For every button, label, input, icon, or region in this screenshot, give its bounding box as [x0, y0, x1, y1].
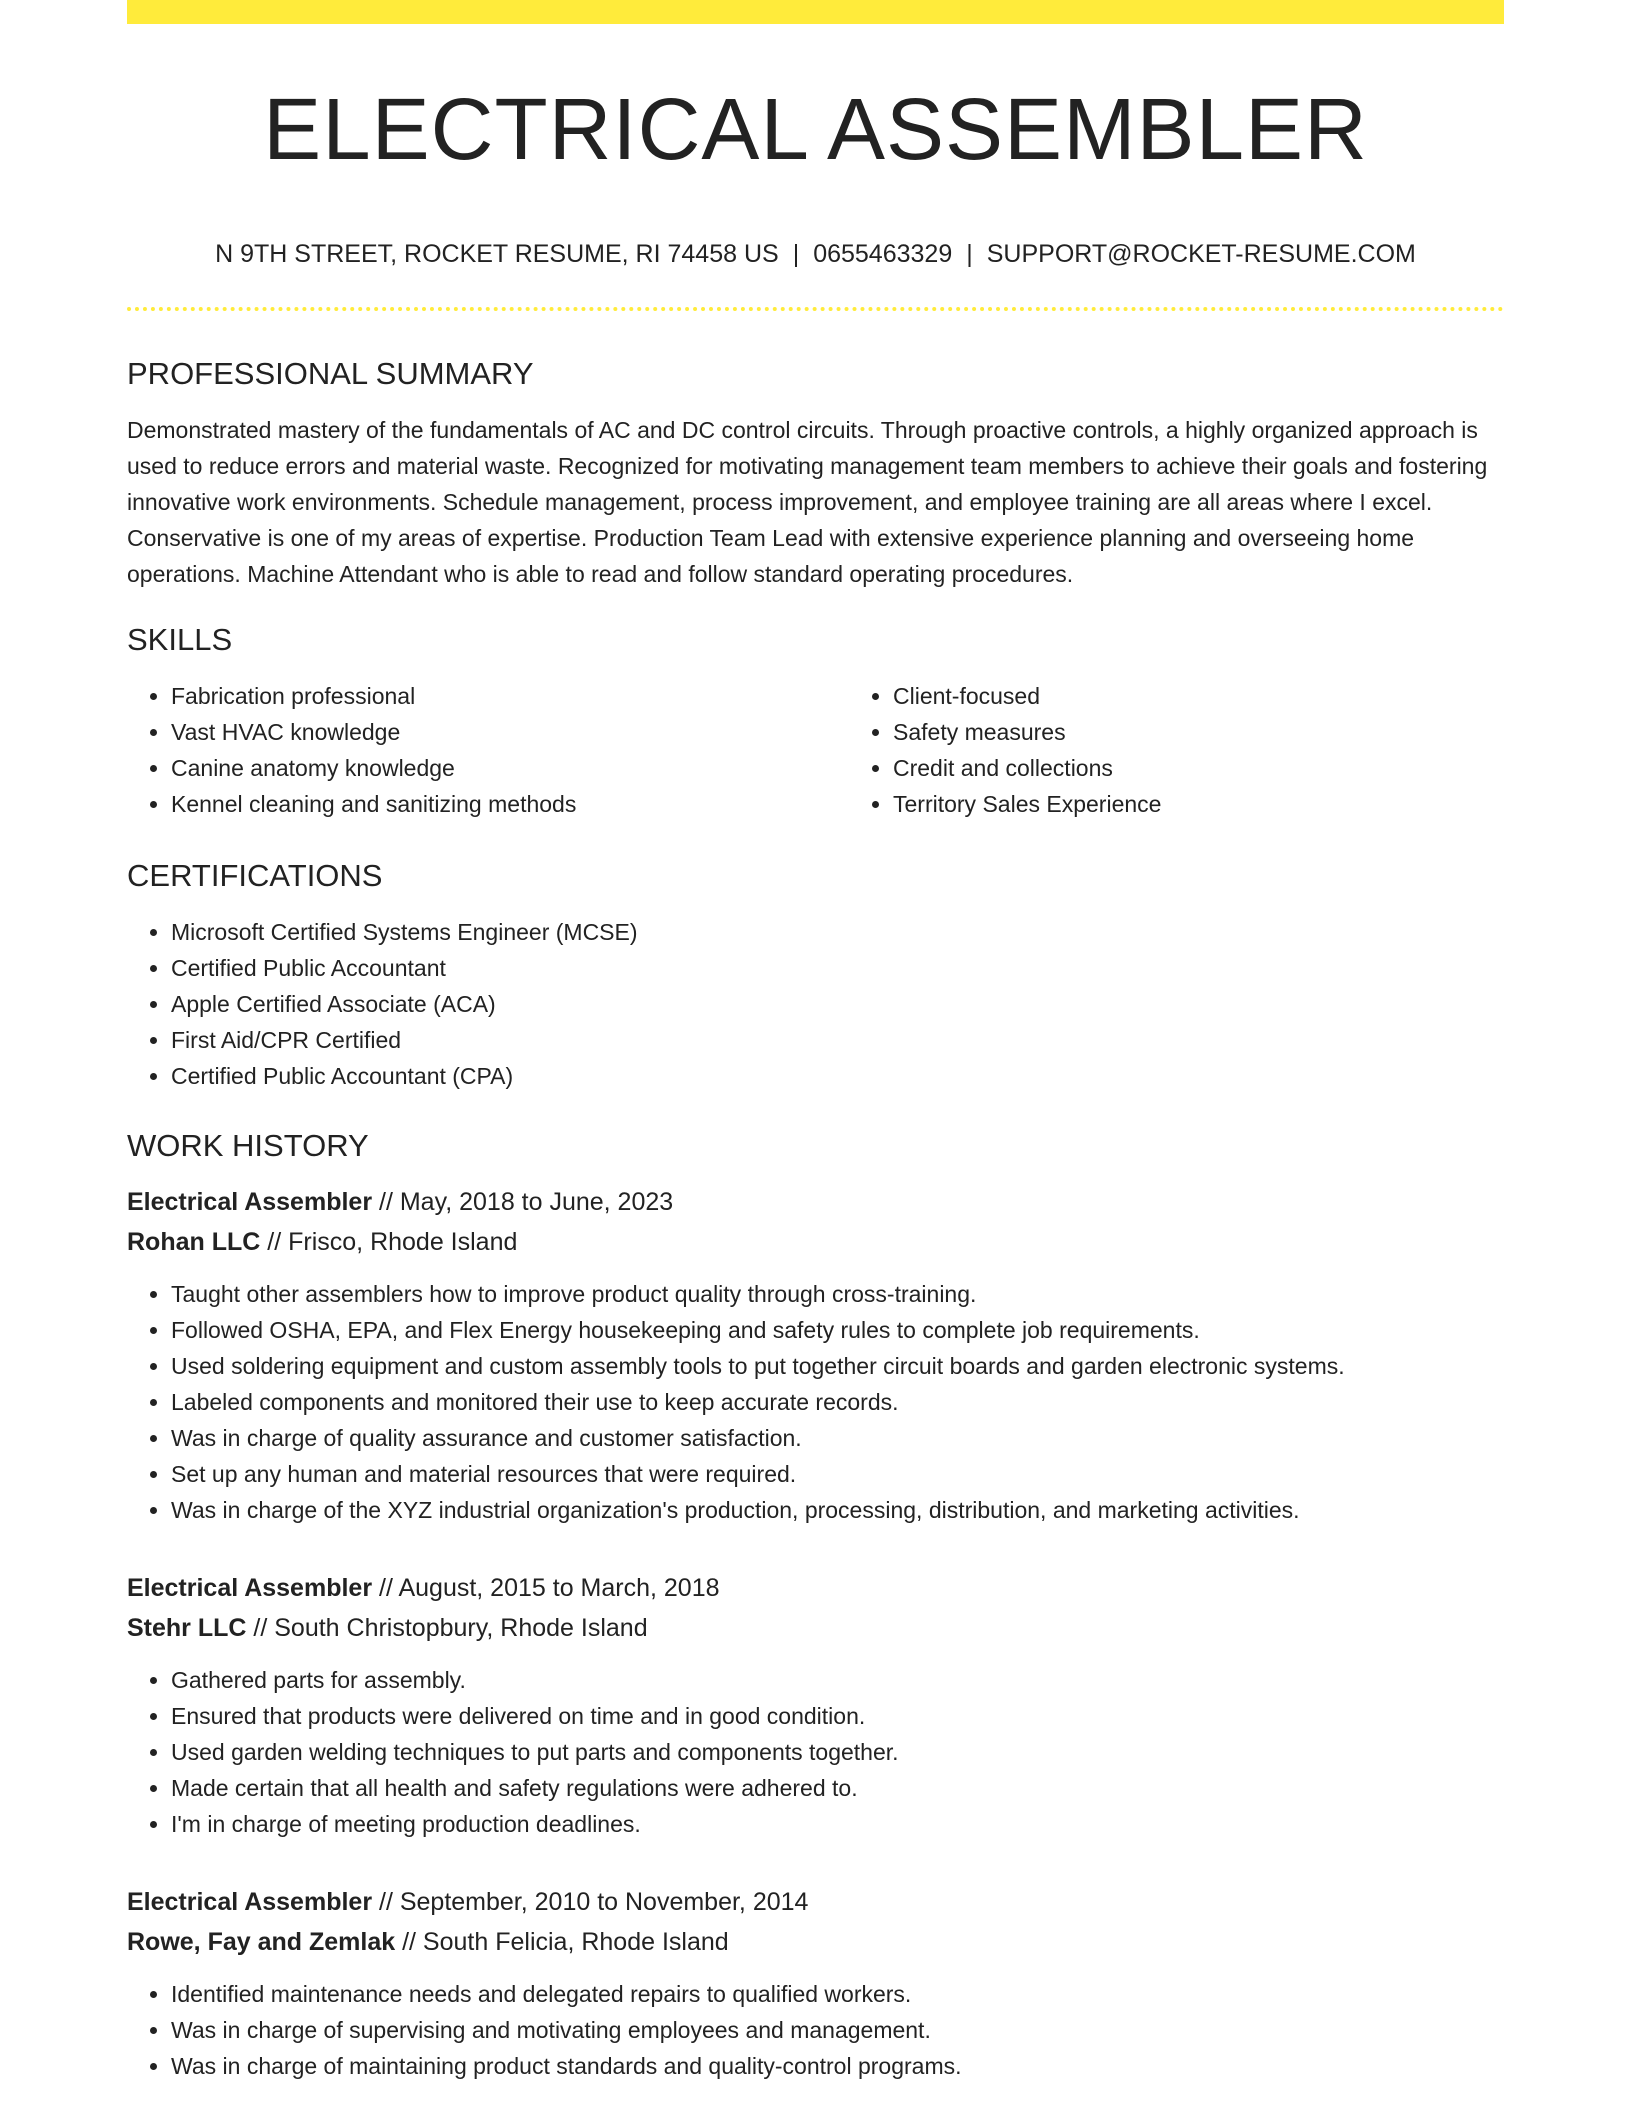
job-company-line [127, 1608, 1504, 1648]
contact-separator: | [966, 240, 973, 268]
certifications-section [127, 854, 1504, 1094]
skill-item: • Kennel cleaning and sanitizing methods [171, 786, 849, 822]
certification-item: • Certified Public Accountant (CPA) [171, 1058, 1504, 1094]
job-role: Electrical Assembler [127, 1188, 373, 1216]
job-title-line [127, 1568, 1504, 1608]
job-duty: • Was in charge of maintaining product standards and quality-control programs. [171, 2048, 1504, 2084]
job-entry [127, 1568, 1504, 1842]
skills-columns [127, 678, 1504, 822]
job-role: Electrical Assembler [127, 1574, 373, 1602]
dotted-divider [127, 307, 1504, 311]
job-duty: • Made certain that all health and safety regulations were adhered to. [171, 1770, 1504, 1806]
job-duty: • Was in charge of the XYZ industrial organization's production, processing, distribution, and marketing activities. [171, 1492, 1504, 1528]
job-duties-list [127, 1976, 1504, 2084]
work-history-section [127, 1124, 1504, 2084]
job-location: // South Christopbury, Rhode Island [253, 1614, 648, 1642]
job-duty: • Was in charge of quality assurance and customer satisfaction. [171, 1420, 1504, 1456]
certification-item: • Microsoft Certified Systems Engineer (MCSE) [171, 914, 1504, 950]
job-role: Electrical Assembler [127, 1888, 373, 1916]
job-duties-list [127, 1276, 1504, 1528]
job-duty: • Labeled components and monitored their use to keep accurate records. [171, 1384, 1504, 1420]
section-title-work-history: WORK HISTORY [127, 1128, 369, 1163]
summary-section [127, 352, 1504, 592]
job-company-line [127, 1922, 1504, 1962]
job-entry [127, 1882, 1504, 2084]
job-duty: • I'm in charge of meeting production deadlines. [171, 1806, 1504, 1842]
skill-item: • Client-focused [893, 678, 1571, 714]
job-location: // Frisco, Rhode Island [267, 1228, 518, 1256]
job-duties-list [127, 1662, 1504, 1842]
section-title-certifications: CERTIFICATIONS [127, 858, 383, 893]
contact-separator: | [792, 240, 800, 268]
job-duty: • Ensured that products were delivered on time and in good condition. [171, 1698, 1504, 1734]
skill-item: • Vast HVAC knowledge [171, 714, 849, 750]
job-title-line [127, 1882, 1504, 1922]
contact-phone: 0655463329 [813, 240, 953, 268]
resume-body [127, 352, 1504, 2084]
job-dates: // May, 2018 to June, 2023 [379, 1188, 674, 1216]
job-company: Rowe, Fay and Zemlak [127, 1928, 396, 1956]
job-dates: // August, 2015 to March, 2018 [379, 1574, 720, 1602]
contact-email: SUPPORT@ROCKET-RESUME.COM [986, 240, 1416, 268]
contact-line [127, 236, 1504, 272]
summary-text: Demonstrated mastery of the fundamentals of AC and DC control circuits. Through proactive controls, a highly organized approach is used to reduce errors and material waste. Recognized for motivating management team members to achieve their goals and fostering innovative work environments. Schedule management, process improvement, and employee training are all areas where I excel. Conservative is one of my areas of expertise. Production Team Lead with extensive experience planning and overseeing home operations. Machine Attendant who is able to read and follow standard operating procedures. [127, 417, 1488, 587]
skill-item: • Territory Sales Experience [893, 786, 1571, 822]
accent-top-bar [127, 0, 1504, 24]
job-company: Rohan LLC [127, 1228, 261, 1256]
certification-item: • Certified Public Accountant [171, 950, 1504, 986]
contact-address: N 9TH STREET, ROCKET RESUME, RI 74458 US [215, 240, 779, 268]
job-duty: • Used garden welding techniques to put parts and components together. [171, 1734, 1504, 1770]
job-duty: • Was in charge of supervising and motivating employees and management. [171, 2012, 1504, 2048]
certification-item: • First Aid/CPR Certified [171, 1022, 1504, 1058]
job-entry [127, 1182, 1504, 1528]
resume-name: ELECTRICAL ASSEMBLER [263, 81, 1368, 178]
job-duty: • Set up any human and material resources that were required. [171, 1456, 1504, 1492]
skill-item: • Credit and collections [893, 750, 1571, 786]
skill-item: • Canine anatomy knowledge [171, 750, 849, 786]
skill-item: • Fabrication professional [171, 678, 849, 714]
job-duty: • Used soldering equipment and custom assembly tools to put together circuit boards and garden electronic systems. [171, 1348, 1504, 1384]
section-title-skills: SKILLS [127, 622, 233, 657]
job-company-line [127, 1222, 1504, 1262]
skills-list-right [849, 678, 1571, 822]
job-duty: • Gathered parts for assembly. [171, 1662, 1504, 1698]
job-location: // South Felicia, Rhode Island [402, 1928, 729, 1956]
skill-item: • Safety measures [893, 714, 1571, 750]
skills-list-left [127, 678, 849, 822]
job-company: Stehr LLC [127, 1614, 247, 1642]
skills-section [127, 618, 1504, 822]
certifications-list [127, 914, 1504, 1094]
job-duty: • Identified maintenance needs and delegated repairs to qualified workers. [171, 1976, 1504, 2012]
job-duty: • Followed OSHA, EPA, and Flex Energy housekeeping and safety rules to complete job requirements. [171, 1312, 1504, 1348]
section-title-summary: PROFESSIONAL SUMMARY [127, 356, 534, 391]
job-dates: // September, 2010 to November, 2014 [379, 1888, 809, 1916]
certification-item: • Apple Certified Associate (ACA) [171, 986, 1504, 1022]
job-title-line [127, 1182, 1504, 1222]
job-duty: • Taught other assemblers how to improve product quality through cross-training. [171, 1276, 1504, 1312]
